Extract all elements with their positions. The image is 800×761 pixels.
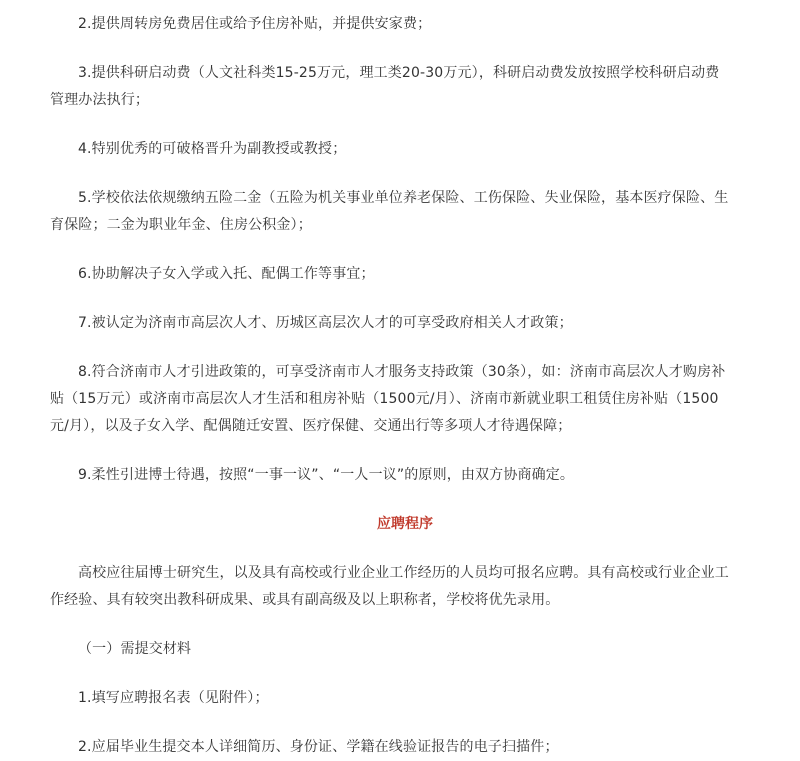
benefit-item-6: [50, 261, 760, 288]
text-line: 5.学校依法依规缴纳五险二金（五险为机关事业单位养老保险、工伤保险、失业保险，基本医疗保险、生: [78, 190, 729, 206]
text-line: （一）需提交材料: [78, 641, 192, 657]
text-line: 4.特别优秀的可破格晋升为副教授或教授；: [78, 141, 347, 157]
eligibility-paragraph: [50, 560, 760, 614]
benefit-item-5: [50, 185, 760, 239]
benefit-item-8: [50, 359, 760, 440]
benefit-item-3: [50, 60, 760, 114]
text-line: 3.提供科研启动费（人文社科类15-25万元，理工类20-30万元），科研启动费发放按照学校科研启动费: [78, 65, 720, 81]
section-heading: 应聘程序: [377, 516, 433, 532]
text-line: 9.柔性引进博士待遇，按照“一事一议”、“一人一议”的原则，由双方协商确定。: [78, 467, 575, 483]
text-line: 8.符合济南市人才引进政策的，可享受济南市人才服务支持政策（30条），如：济南市高层次人才购房补: [78, 364, 726, 380]
text-line: 元/月），以及子女入学、配偶随迁安置、医疗保健、交通出行等多项人才待遇保障；: [50, 418, 572, 434]
materials-subheading: [50, 636, 760, 663]
text-line: 管理办法执行；: [50, 92, 150, 108]
text-line: 育保险；二金为职业年金、住房公积金）；: [50, 217, 312, 233]
text-line: 贴（15万元）或济南市高层次人才生活和租房补贴（1500元/月）、济南市新就业职工租赁住房补贴（1500: [50, 391, 719, 407]
text-line: 2.应届毕业生提交本人详细简历、身份证、学籍在线验证报告的电子扫描件；: [78, 739, 559, 755]
text-line: 2.提供周转房免费居住或给予住房补贴，并提供安家费；: [78, 16, 432, 32]
text-line: 1.填写应聘报名表（见附件）；: [78, 690, 269, 706]
materials-item-2: [50, 734, 760, 761]
benefit-item-4: [50, 136, 760, 163]
benefit-item-2: [50, 11, 760, 38]
text-line: 高校应往届博士研究生，以及具有高校或行业企业工作经历的人员均可报名应聘。具有高校或行业企业工: [78, 565, 729, 581]
benefit-item-7: [50, 310, 760, 337]
materials-item-1: [50, 685, 760, 712]
text-line: 7.被认定为济南市高层次人才、历城区高层次人才的可享受政府相关人才政策；: [78, 315, 573, 331]
benefit-item-9: [50, 462, 760, 489]
text-line: 作经验、具有较突出教科研成果、或具有副高级及以上职称者，学校将优先录用。: [50, 592, 560, 608]
text-line: 6.协助解决子女入学或入托、配偶工作等事宜；: [78, 266, 375, 282]
